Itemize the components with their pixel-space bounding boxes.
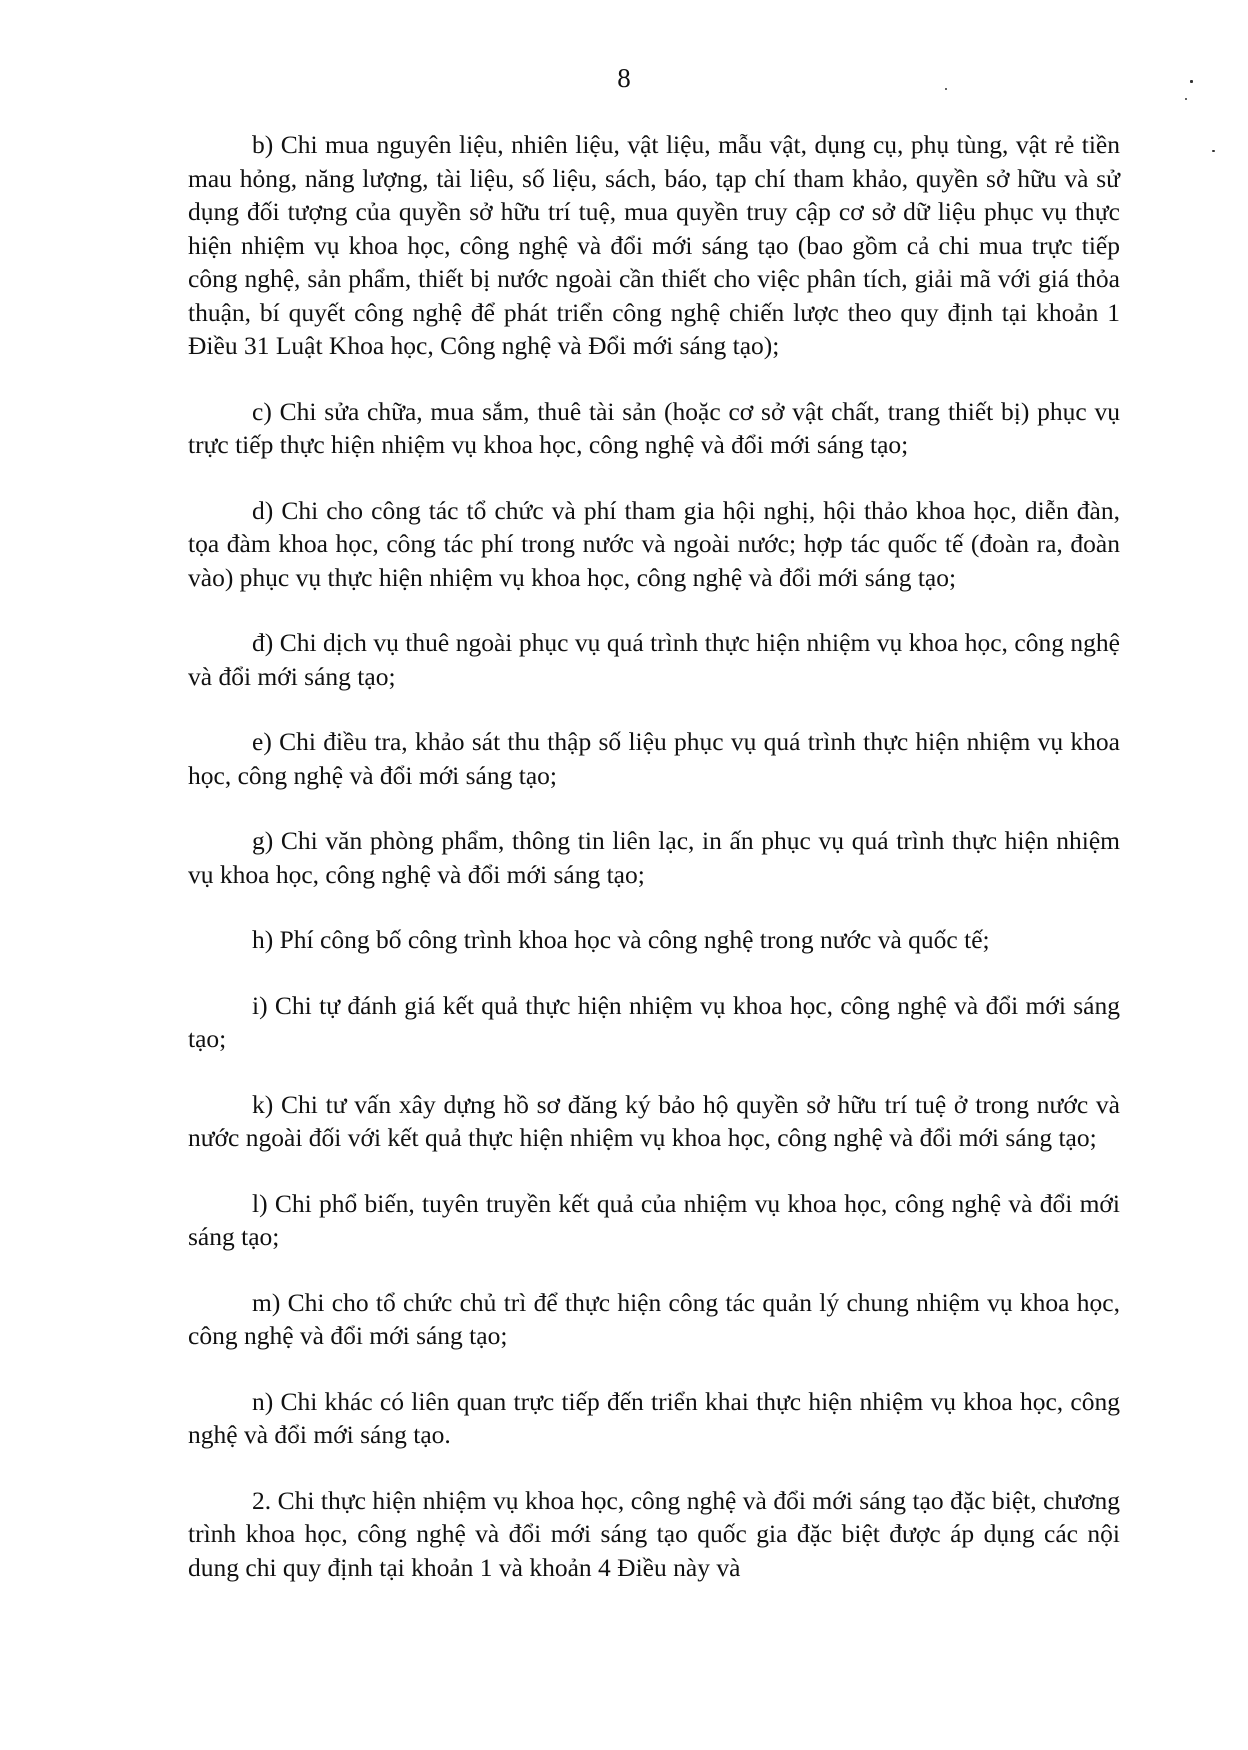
paragraph-n: n) Chi khác có liên quan trực tiếp đến triển khai thực hiện nhiệm vụ khoa học, công nghệ và đổi mới sáng tạo. [188,1386,1120,1449]
paragraph-2: 2. Chi thực hiện nhiệm vụ khoa học, công nghệ và đổi mới sáng tạo đặc biệt, chương trình khoa học, công nghệ và đổi mới sáng tạo quốc gia đặc biệt được áp dụng các nội dung chi quy định tại khoản 1 và khoản 4 Điều này và [188,1485,1120,1582]
scan-speck [1185,98,1187,100]
paragraph-l: l) Chi phổ biến, tuyên truyền kết quả của nhiệm vụ khoa học, công nghệ và đổi mới sáng tạo; [188,1188,1120,1251]
paragraph-dd: đ) Chi dịch vụ thuê ngoài phục vụ quá trình thực hiện nhiệm vụ khoa học, công nghệ và đổi mới sáng tạo; [188,628,1120,691]
paragraph-b: b) Chi mua nguyên liệu, nhiên liệu, vật liệu, mẫu vật, dụng cụ, phụ tùng, vật rẻ tiền mau hỏng, năng lượng, tài liệu, số liệu, sách, báo, tạp chí tham khảo, quyền sở hữu và sử dụng đối tượng của quyền sở hữu trí tuệ, mua quyền truy cập cơ sở dữ liệu phục vụ thực hiện nhiệm vụ khoa học, công nghệ và đổi mới sáng tạo (bao gồm cả chi mua trực tiếp công nghệ, sản phẩm, thiết bị nước ngoài cần thiết cho việc phân tích, giải mã với giá thỏa thuận, bí quyết công nghệ để phát triển công nghệ chiến lược theo quy định tại khoản 1 Điều 31 Luật Khoa học, Công nghệ và Đổi mới sáng tạo); [188,130,1120,360]
paragraph-m: m) Chi cho tổ chức chủ trì để thực hiện công tác quản lý chung nhiệm vụ khoa học, công nghệ và đổi mới sáng tạo; [188,1287,1120,1350]
paragraph-i: i) Chi tự đánh giá kết quả thực hiện nhiệm vụ khoa học, công nghệ và đổi mới sáng tạo; [188,990,1120,1053]
paragraph-c: c) Chi sửa chữa, mua sắm, thuê tài sản (hoặc cơ sở vật chất, trang thiết bị) phục vụ trực tiếp thực hiện nhiệm vụ khoa học, công nghệ và đổi mới sáng tạo; [188,396,1120,459]
scan-speck [1190,80,1193,83]
document-body [188,128,1120,1584]
paragraph-h: h) Phí công bố công trình khoa học và công nghệ trong nước và quốc tế; [252,925,990,954]
scan-speck [945,88,947,90]
scan-speck [1212,150,1215,152]
paragraph-g: g) Chi văn phòng phẩm, thông tin liên lạc, in ấn phục vụ quá trình thực hiện nhiệm vụ khoa học, công nghệ và đổi mới sáng tạo; [188,826,1120,889]
paragraph-k: k) Chi tư vấn xây dựng hồ sơ đăng ký bảo hộ quyền sở hữu trí tuệ ở trong nước và nước ngoài đối với kết quả thực hiện nhiệm vụ khoa học, công nghệ và đổi mới sáng tạo; [188,1089,1120,1152]
paragraph-e: e) Chi điều tra, khảo sát thu thập số liệu phục vụ quá trình thực hiện nhiệm vụ khoa học, công nghệ và đổi mới sáng tạo; [188,727,1120,790]
page-number: 8 [617,63,631,93]
paragraph-d: d) Chi cho công tác tổ chức và phí tham gia hội nghị, hội thảo khoa học, diễn đàn, tọa đàm khoa học, công tác phí trong nước và ngoài nước; hợp tác quốc tế (đoàn ra, đoàn vào) phục vụ thực hiện nhiệm vụ khoa học, công nghệ và đổi mới sáng tạo; [188,495,1120,592]
